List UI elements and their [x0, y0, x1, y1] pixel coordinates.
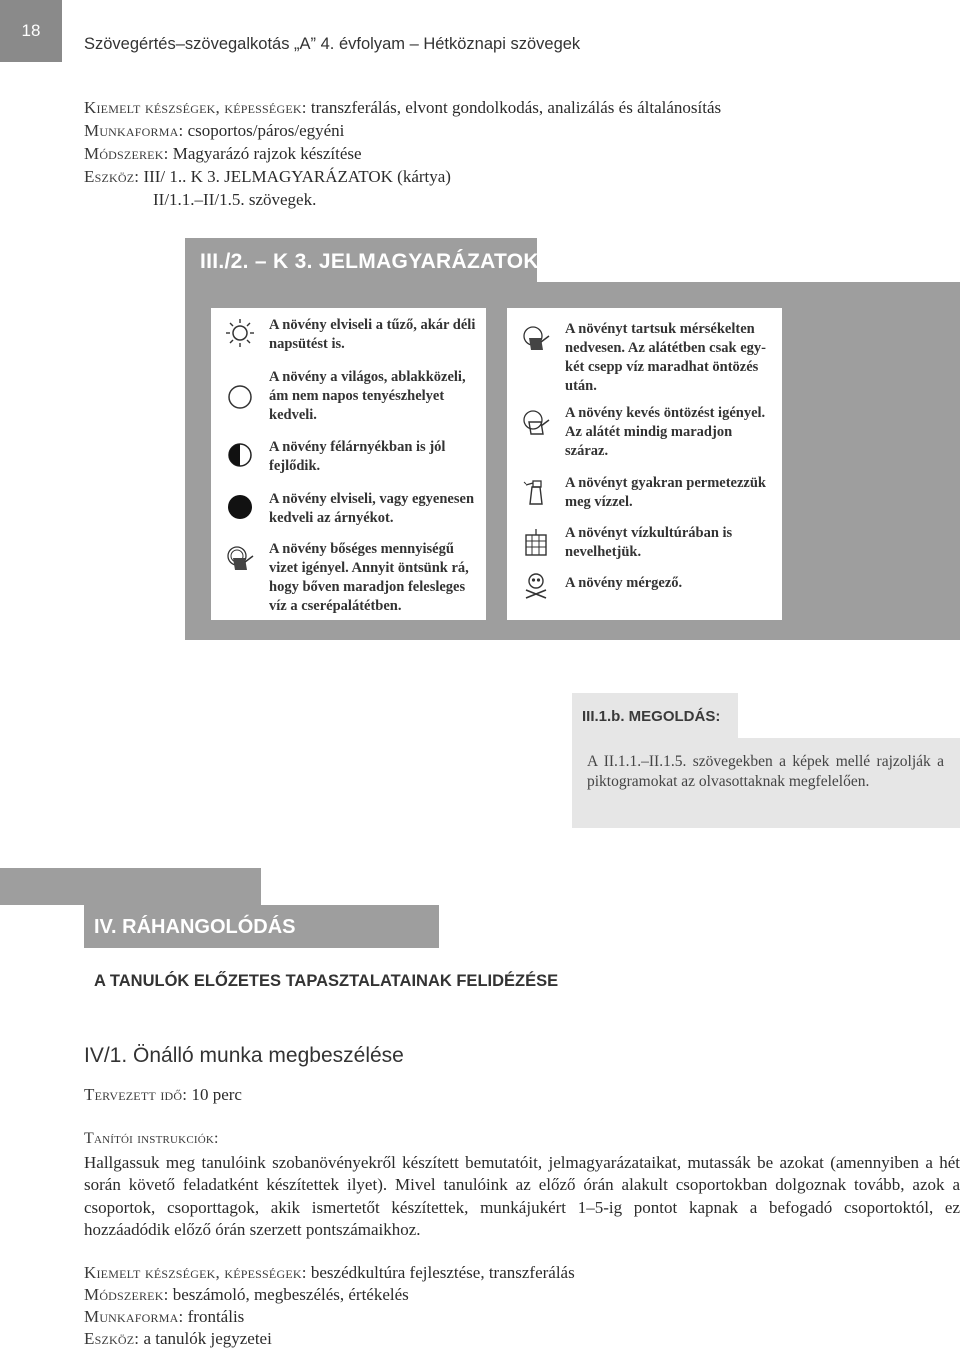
- skills-value: transzferálás, elvont gondolkodás, analizálás és általánosítás: [310, 98, 722, 117]
- skills-value: beszédkultúra fejlesztése, transzferálás: [310, 1263, 575, 1282]
- workform-value: frontális: [187, 1307, 245, 1326]
- methods-value: beszámoló, megbeszélés, értékelés: [172, 1285, 409, 1304]
- sun-icon: [225, 318, 255, 348]
- solution-text: A II.1.1.–II.1.5. szövegekben a képek mellé rajzolják a piktogramokat az olvasottaknak megfelelően.: [587, 753, 944, 790]
- methods-label: Módszerek:: [84, 1285, 169, 1304]
- half-circle-icon: [225, 440, 255, 470]
- section-bar: [0, 868, 261, 905]
- instructions-text: Hallgassuk meg tanulóink szobanövényekről készített bemutatóit, jelmagyarázataikat, mutassák be azokat (amennyiben a hét során követő feladatként készítettek ilyet). Mivel tanulóink az előző órán alakult csoportokban dolgoznak tovább, azok a csoportok, csoporttagok, akik ismertetőt készítettek, munkájukért 1–5-ig pontot kapnak a befogadó csoportoktól, ez hozzáadódik előző órán szerzett pontszámaikhoz.: [84, 1153, 960, 1239]
- filled-circle-icon: [225, 492, 255, 522]
- tool-line-2: II/1.1.–II/1.5. szövegek.: [153, 190, 317, 209]
- legend-entry-text: A növényt vízkultúrában is nevelhetjük.: [565, 525, 733, 560]
- tool-line: [84, 166, 451, 188]
- legend-entry-text: A növény félárnyékban is jól fejlődik.: [269, 439, 446, 474]
- skills-label: Kiemelt készségek, képességek:: [84, 1263, 307, 1282]
- legend-card-right: [507, 308, 782, 620]
- watering-can-moderate-icon: [521, 324, 551, 354]
- legend-title: III./2. – K 3. JELMAGYARÁZATOK: [200, 250, 539, 273]
- legend-entry-text: A növényt tartsuk mérsékelten nedvesen. Az alátétben csak egy-két csepp víz maradhat öntözés után.: [565, 321, 766, 394]
- legend-entry-text: A növény elviseli a tűző, akár déli napsütést is.: [269, 317, 476, 352]
- tool-label: Eszköz:: [84, 167, 140, 186]
- skull-icon: [521, 570, 551, 600]
- planned-time-value: 10 perc: [191, 1085, 242, 1104]
- section-title: IV. RÁHANGOLÓDÁS: [94, 916, 296, 938]
- skills-label: Kiemelt készségek, képességek:: [84, 98, 307, 117]
- legend-entry-text: A növény elviseli, vagy egyenesen kedveli az árnyékot.: [269, 491, 475, 526]
- methods-value: Magyarázó rajzok készítése: [172, 144, 362, 163]
- skills-line-2: [84, 1262, 575, 1284]
- legend-entry-text: A növény bőséges mennyiségű vizet igényel. Annyit öntsünk rá, hogy bőven maradjon felesleges víz a cserépalátétben.: [269, 541, 469, 614]
- workform-label: Munkaforma:: [84, 121, 184, 140]
- workform-line-2: [84, 1306, 244, 1328]
- tool-line-3: [84, 1328, 272, 1350]
- methods-label: Módszerek:: [84, 144, 169, 163]
- methods-line-2: [84, 1284, 409, 1306]
- legend-entry-text: A növény kevés öntözést igényel. Az alátét mindig maradjon száraz.: [565, 405, 766, 459]
- legend-entry-text: A növény mérgező.: [565, 575, 683, 591]
- page-number: 18: [0, 0, 62, 62]
- planned-time-line: [84, 1085, 242, 1105]
- skills-line: [84, 97, 721, 119]
- legend-entry-text: A növényt gyakran permetezzük meg vízzel.: [565, 475, 766, 510]
- solution-title: III.1.b. MEGOLDÁS:: [582, 708, 721, 725]
- subheading: IV/1. Önálló munka megbeszélése: [84, 1044, 404, 1067]
- workform-label: Munkaforma:: [84, 1307, 184, 1326]
- running-head: Szövegértés–szövegalkotás „A” 4. évfolyam – Hétköznapi szövegek: [84, 35, 581, 53]
- legend-entry-text: A növény a világos, ablakközeli, ám nem napos tenyészhelyet kedveli.: [269, 369, 466, 423]
- watering-can-full-icon: [225, 544, 255, 574]
- watering-can-little-icon: [521, 408, 551, 438]
- planned-time-label: Tervezett idő:: [84, 1085, 188, 1104]
- section-subtitle: A TANULÓK ELŐZETES TAPASZTALATAINAK FELIDÉZÉSE: [94, 972, 559, 990]
- instructions-label: Tanítói instrukciók:: [84, 1130, 219, 1147]
- tool-value: III/ 1.. K 3. JELMAGYARÁZATOK (kártya): [143, 167, 451, 186]
- spray-bottle-icon: [521, 476, 551, 506]
- empty-circle-icon: [225, 382, 255, 412]
- methods-line: [84, 143, 362, 165]
- workform-value: csoportos/páros/egyéni: [187, 121, 345, 140]
- tool-label: Eszköz:: [84, 1329, 140, 1348]
- legend-card-left: [211, 308, 486, 620]
- tool-value: a tanulók jegyzetei: [143, 1329, 272, 1348]
- hydroculture-icon: [521, 528, 551, 558]
- workform-line: [84, 120, 344, 142]
